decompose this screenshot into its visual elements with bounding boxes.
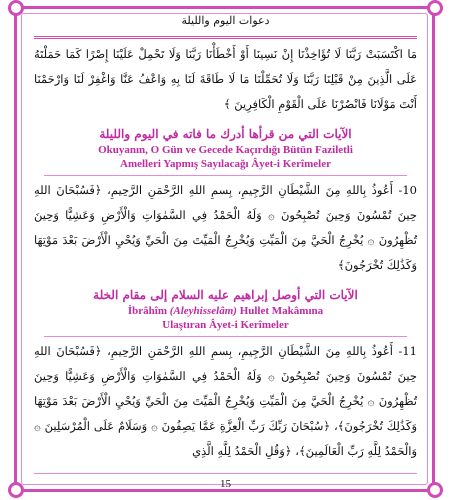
section-title-turkish-2-line2: Ulaştıran Âyet-i Kerîmeler [162, 319, 289, 331]
prophet-name: İbrâhîm [127, 305, 167, 317]
section-title-arabic-2: الآيات التي أوصل إبراهيم عليه السلام إلى مقام الخلة [93, 288, 358, 302]
section-title-turkish-1-line1: Okuyanın, O Gün ve Gecede Kaçırdığı Bütün Faziletli [98, 144, 353, 156]
section-title-turkish-1-line2: Amelleri Yapmış Sayılacağı Âyet-i Kerîmeler [120, 158, 331, 170]
corner-ornament-top-right [427, 0, 443, 16]
arabic-text-section-1: 10- أَعُوذُ بِاللهِ مِنَ الشَّيْطَانِ الرَّجِيمِ، بِسمِ اللهِ الرَّحْمَنِ الرَّحِيمِ، ﴿فَسُبْحَانَ اللهِ حِينَ تُمْسُونَ وَحِينَ تُصْبِحُونَ ۞ وَلَهُ الْحَمْدُ فِي السَّمٰوَاتِ وَالْأَرْضِ وَعَشِيًّا وَحِينَ تُظْهِرُونَ ۞ يُخْرِجُ الْحَيَّ مِنَ الْمَيِّتِ وَيُخْرِجُ الْمَيِّتَ مِنَ الْحَيِّ وَيُحْيِ الْأَرْضَ بَعْدَ مَوْتِهَا وَكَذَٰلِكَ تُخْرَجُونَ﴾ [34, 183, 417, 272]
arabic-text-top: مَا اكْتَسَبَتْ رَبَّنَا لَا تُؤَاخِذْنَا إِنْ نَسِينَا أَوْ أَخْطَأْنَا رَبَّنَا وَلَا تَحْمِلْ عَلَيْنَا إِصْرًا كَمَا حَمَلْتَهُ عَلَى الَّذِينَ مِنْ قَبْلِنَا رَبَّنَا وَلَا تُحَمِّلْنَا مَا لَا طَاقَةَ لَنَا بِهِ وَاعْفُ عَنَّا وَاغْفِرْ لَنَا وَارْحَمْنَا أَنْتَ مَوْلَانَا فَانْصُرْنَا عَلَى الْقَوْمِ الْكَافِرِينَ ﴾ [34, 47, 417, 111]
section-title-turkish-2-line1 [34, 304, 417, 318]
section-title-arabic-1: الآيات التي من قرأها أدرك ما فاته في اليوم والليلة [99, 127, 352, 141]
section-title-turkish-1 [34, 143, 417, 171]
section-divider [44, 175, 407, 176]
footer-divider [34, 473, 417, 474]
section-title-turkish-2 [34, 304, 417, 332]
section-title-turkish-2-rest: Hullet Makâmına [239, 305, 324, 317]
page-content [34, 42, 417, 474]
honorific: (Aleyhisselâm) [169, 305, 237, 317]
page-number: 15 [220, 478, 231, 490]
header-divider [34, 36, 417, 39]
arabic-text-section-2: 11- أَعُوذُ بِاللهِ مِنَ الشَّيْطَانِ الرَّجِيمِ، بِسمِ اللهِ الرَّحْمَنِ الرَّحِيمِ، ﴿فَسُبْحَانَ اللهِ حِينَ تُمْسُونَ وَحِينَ تُصْبِحُونَ ۞ وَلَهُ الْحَمْدُ فِي السَّمٰوَاتِ وَالْأَرْضِ وَعَشِيًّا وَحِينَ تُظْهِرُونَ ۞ يُخْرِجُ الْحَيَّ مِنَ الْمَيِّتِ وَيُخْرِجُ الْمَيِّتَ مِنَ الْحَيِّ وَيُحْيِ الْأَرْضَ بَعْدَ مَوْتِهَا وَكَذَٰلِكَ تُخْرَجُونَ﴾، ﴿سُبْحَانَ رَبِّكَ رَبِّ الْعِزَّةِ عَمَّا يَصِفُونَ ۞ وَسَلَامٌ عَلَى الْمُرْسَلِينَ ۞ وَالْحَمْدُ لِلَّهِ رَبِّ الْعَالَمِينَ﴾، ﴿وَقُلِ الْحَمْدُ لِلَّهِ الَّذِي [34, 344, 417, 458]
running-header: دعوات اليوم والليلة [181, 14, 270, 27]
section-divider [44, 336, 407, 337]
corner-ornament-top-left [8, 0, 24, 16]
